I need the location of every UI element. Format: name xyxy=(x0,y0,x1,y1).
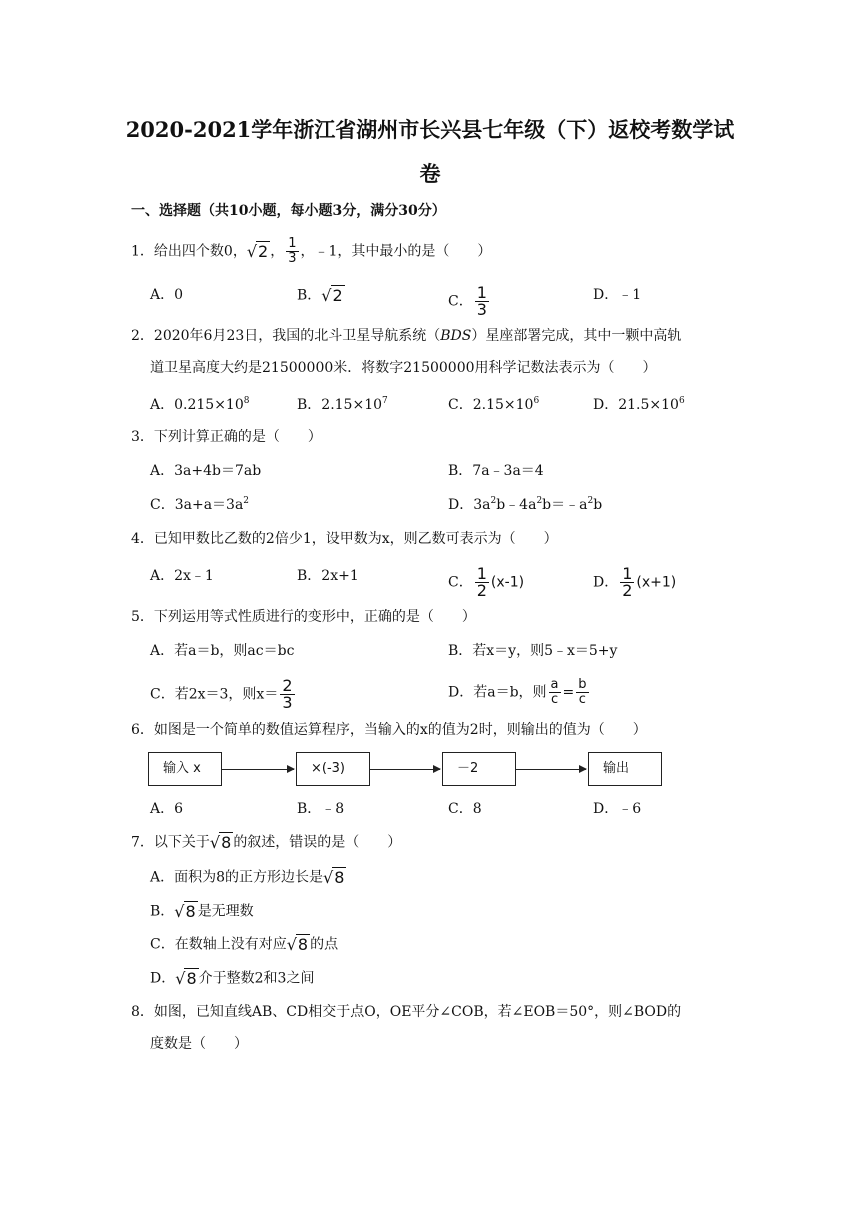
q7-option-a[interactable]: A．面积为8的正方形边长是√8 xyxy=(150,868,345,887)
q1-option-c[interactable]: C． $\frac{1}{3}$ xyxy=(448,283,487,319)
flow-arrow xyxy=(370,769,440,770)
sqrt-8-symbol: √8 xyxy=(175,969,197,988)
question-2-line2: 道卫星高度大约是21500000米．将数字21500000用科学记数法表示为（ ） xyxy=(150,360,657,376)
question-2-line1: 2．2020年6月23日，我国的北斗卫星导航系统（BDS）星座部署完成，其中一颗中高轨 xyxy=(131,328,682,344)
page-title-line2: 卷 xyxy=(419,161,441,186)
sqrt-2-symbol: √2 xyxy=(321,286,343,305)
q4-option-b[interactable]: B．2x+1 xyxy=(297,568,359,584)
question-4-stem: 4．已知甲数比乙数的2倍少1，设甲数为x，则乙数可表示为（ ） xyxy=(131,531,558,547)
q7-option-b[interactable]: B．√8 是无理数 xyxy=(150,902,254,921)
q5-option-c[interactable]: C．若2x＝3，则x＝ $\frac{2}{3}$ xyxy=(150,676,293,712)
flow-arrow xyxy=(516,769,586,770)
q1-option-b[interactable]: B．√2 xyxy=(297,286,343,305)
q1-option-a[interactable]: A．0 xyxy=(150,287,184,303)
q5-option-b[interactable]: B．若x＝y，则5﹣x＝5+y xyxy=(448,643,618,659)
fraction-one-third: $\frac{1}{3}$ xyxy=(476,283,487,319)
sqrt-8-symbol: √8 xyxy=(174,902,196,921)
q6-option-d[interactable]: D．﹣6 xyxy=(593,801,642,817)
fraction-one-half: $\frac{1}{2}$ xyxy=(622,564,633,600)
q3-option-a[interactable]: A．3a+4b＝7ab xyxy=(150,463,262,479)
q2-option-a[interactable]: A．$0.215\times 10^8$ xyxy=(150,396,250,413)
q5-option-a[interactable]: A．若a＝b，则ac＝bc xyxy=(150,643,295,659)
question-6-stem: 6．如图是一个简单的数值运算程序，当输入的x的值为2时，则输出的值为（ ） xyxy=(131,722,647,738)
section-heading: 一、选择题（共10小题，每小题3分，满分30分） xyxy=(131,203,446,219)
fraction-a-over-c: $\frac{a}{c}$ xyxy=(550,677,559,707)
q3-option-d[interactable]: D．$3a^2b﹣4a^2b=﹣a^2b$ xyxy=(448,496,603,513)
page-title-line1: 2020-2021学年浙江省湖州市长兴县七年级（下）返校考数学试 xyxy=(125,117,735,142)
q3-option-c[interactable]: C．$3a+a=3a^2$ xyxy=(150,496,250,513)
fraction-two-thirds: $\frac{2}{3}$ xyxy=(282,676,293,712)
question-3-stem: 3．下列计算正确的是（ ） xyxy=(131,429,322,445)
q2-option-c[interactable]: C．$2.15\times 10^6$ xyxy=(448,396,540,413)
flow-subtract-box: －2 xyxy=(442,752,516,786)
flow-input-box: 输入 x xyxy=(148,752,222,786)
q4-option-a[interactable]: A．2x﹣1 xyxy=(150,568,214,584)
q4-option-c[interactable]: C． $\frac{1}{2}$ (x-1) xyxy=(448,564,525,600)
flow-arrow xyxy=(222,769,294,770)
question-5-stem: 5．下列运用等式性质进行的变形中，正确的是（ ） xyxy=(131,609,476,625)
question-8-line1: 8．如图，已知直线AB、CD相交于点O，OE平分∠COB，若∠EOB＝50°，则∠BOD的 xyxy=(131,1004,682,1020)
q1-option-d[interactable]: D．﹣1 xyxy=(593,287,642,303)
sqrt-8-symbol: √8 xyxy=(209,833,232,852)
q2-option-d[interactable]: D．$21.5\times 10^6$ xyxy=(593,396,685,413)
q6-option-c[interactable]: C．8 xyxy=(448,801,482,817)
q1-prefix: 1．给出四个数0， xyxy=(131,243,247,260)
q7-option-d[interactable]: D．√8 介于整数2和3之间 xyxy=(150,969,315,988)
sqrt-2-symbol: √2 xyxy=(246,242,269,261)
fraction-one-half: $\frac{1}{2}$ xyxy=(476,564,487,600)
question-8-line2: 度数是（ ） xyxy=(150,1036,248,1052)
q3-option-b[interactable]: B．7a﹣3a＝4 xyxy=(448,463,544,479)
q2-option-b[interactable]: B．$2.15\times 10^7$ xyxy=(297,396,388,413)
question-1-stem: 1．给出四个数0，√2 ， $\frac{1}{3}$ ，﹣1，其中最小的是（ ） xyxy=(131,236,492,266)
q5-option-d[interactable]: D．若a＝b，则 $\frac{a}{c}$ = $\frac{b}{c}$ xyxy=(448,677,587,707)
question-7-stem: 7．以下关于√8 的叙述，错误的是（ ） xyxy=(131,833,402,852)
q6-option-a[interactable]: A．6 xyxy=(150,801,184,817)
sqrt-8-symbol: √8 xyxy=(286,935,309,954)
fraction-b-over-c: $\frac{b}{c}$ xyxy=(578,677,587,707)
flow-multiply-box: ×(-3) xyxy=(296,752,370,786)
sqrt-8-symbol: √8 xyxy=(323,868,345,887)
flowchart xyxy=(148,752,668,792)
fraction-one-third: $\frac{1}{3}$ xyxy=(288,236,297,266)
q7-option-c[interactable]: C．在数轴上没有对应√8 的点 xyxy=(150,935,339,954)
q4-option-d[interactable]: D． $\frac{1}{2}$ (x+1) xyxy=(593,564,677,600)
flow-output-box: 输出 xyxy=(588,752,662,786)
q6-option-b[interactable]: B．﹣8 xyxy=(297,801,345,817)
